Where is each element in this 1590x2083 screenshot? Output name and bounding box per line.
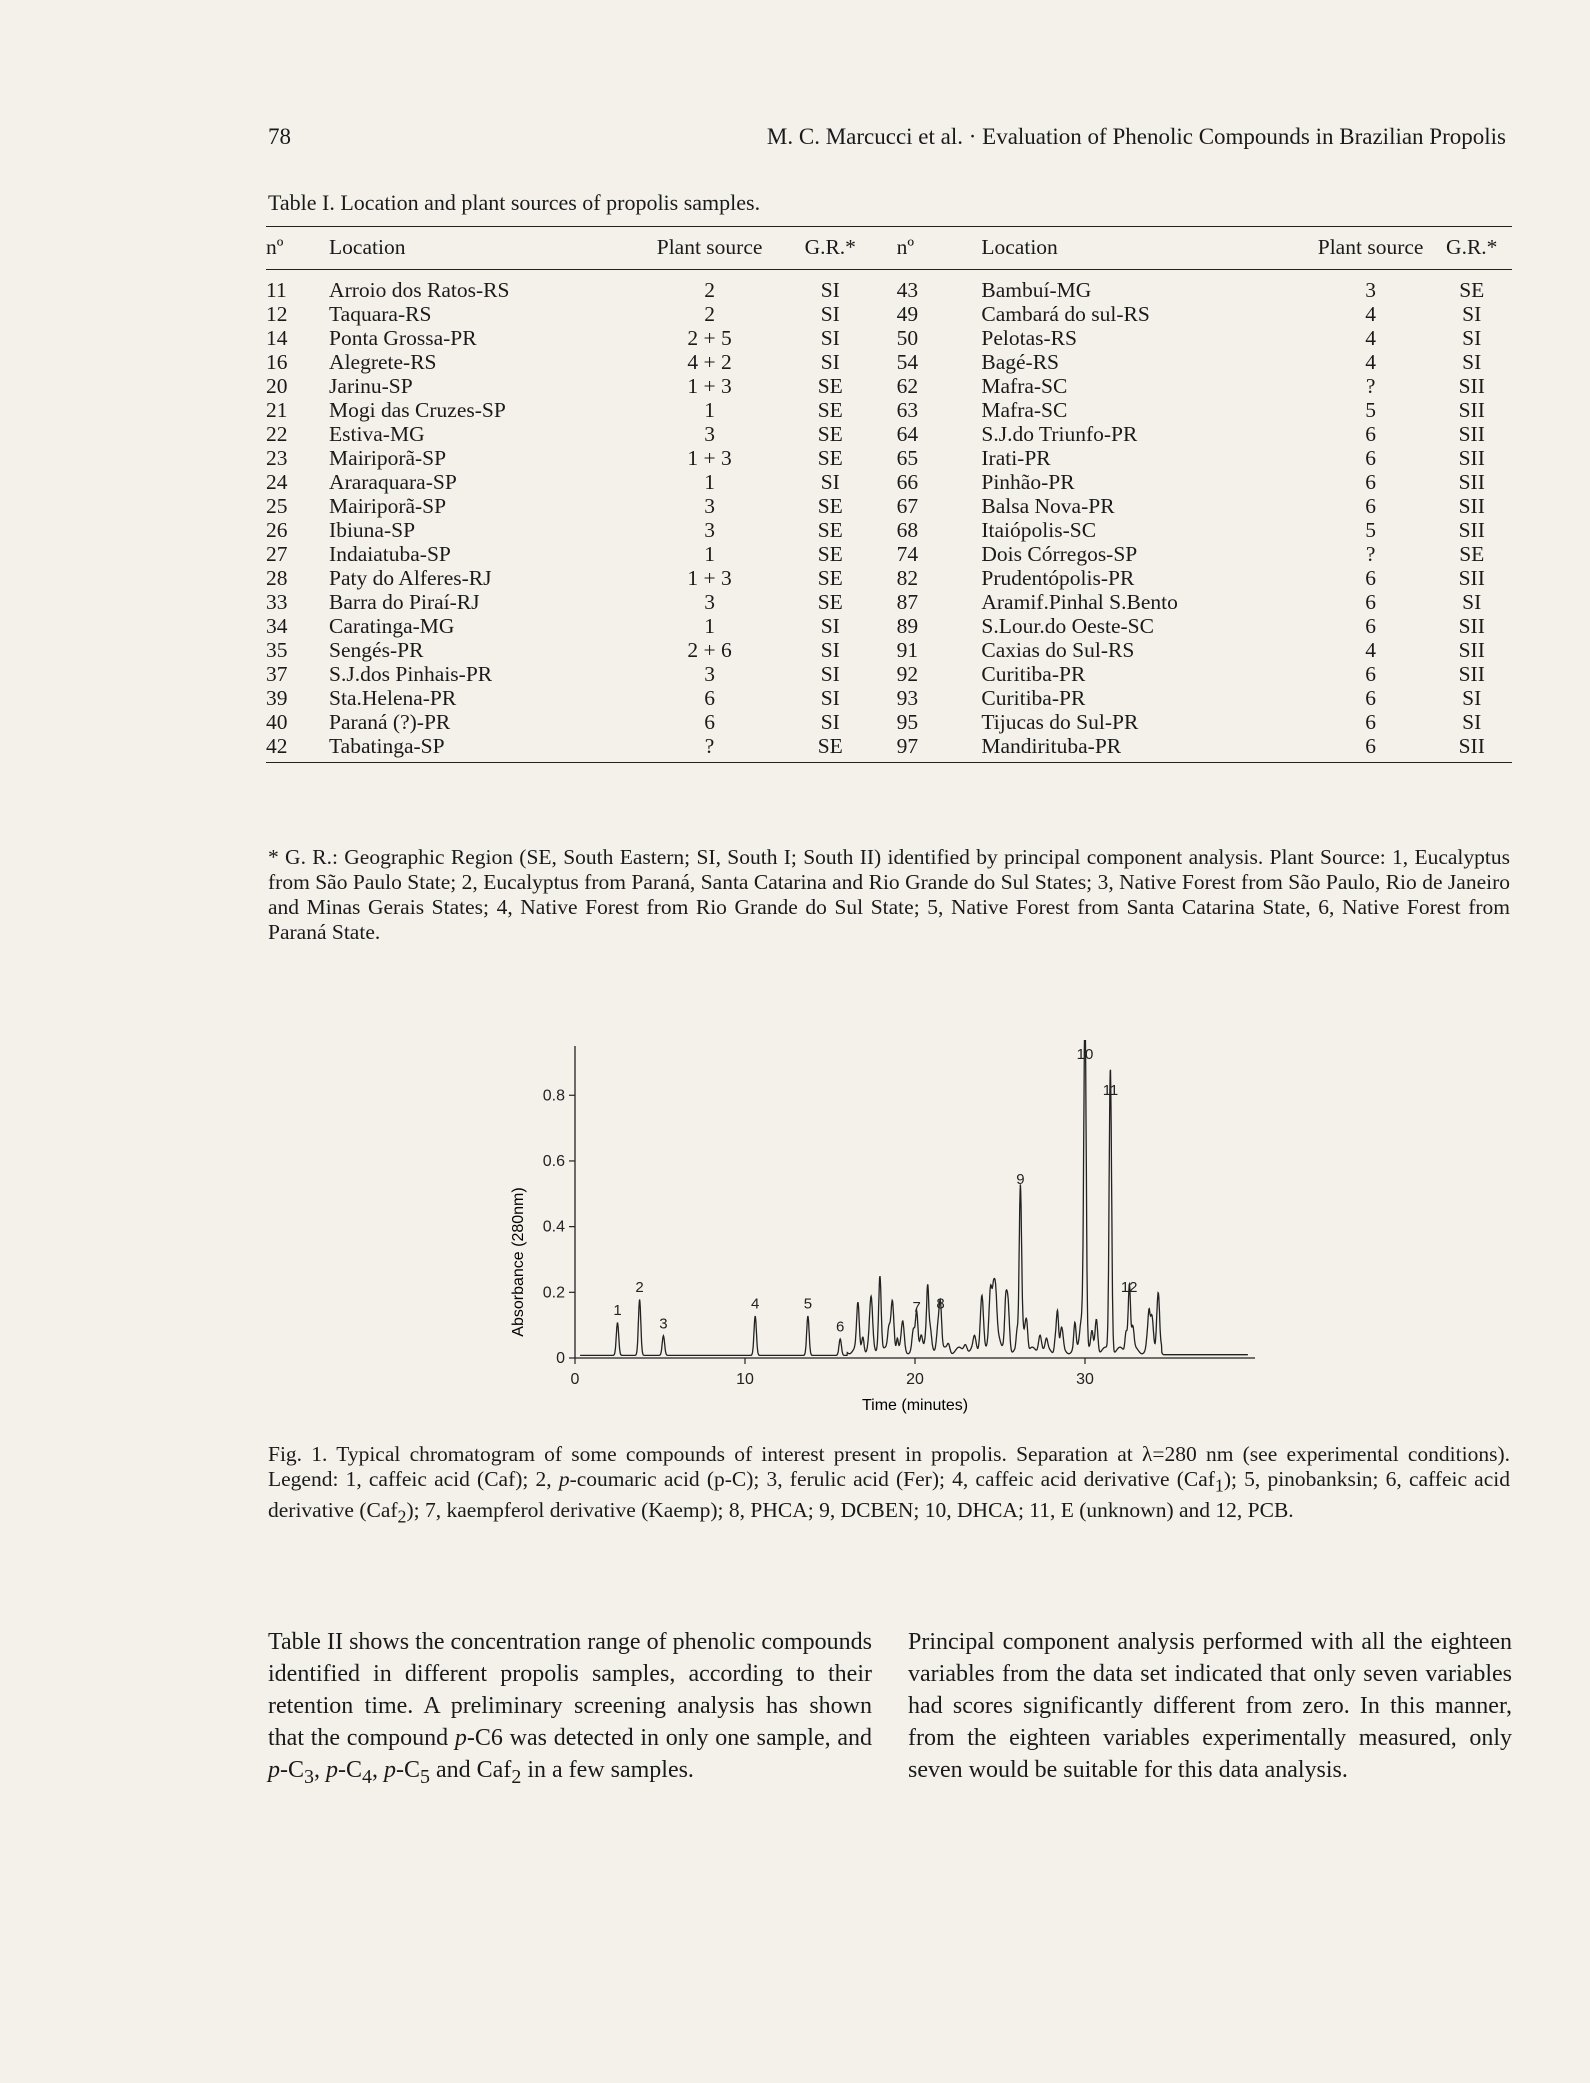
table-cell-location: Indaiatuba-SP: [329, 542, 451, 566]
table-cell-no: 35: [266, 638, 288, 662]
table-cell-location: Prudentópolis-PR: [981, 566, 1135, 590]
table-cell-plant: 6: [704, 686, 715, 710]
table-cell-location: Dois Córregos-SP: [981, 542, 1138, 566]
x-tick-label: 30: [1076, 1371, 1094, 1388]
peak-label: 1: [613, 1302, 622, 1320]
table-cell-gr: SI: [820, 638, 840, 662]
table-cell-gr: SII: [1458, 638, 1485, 662]
table-cell-no: 54: [896, 350, 919, 374]
table-cell-location: Alegrete-RS: [329, 350, 437, 374]
table-cell-gr: SE: [817, 494, 843, 518]
table-cell-location: Paraná (?)-PR: [329, 710, 451, 734]
figure-caption: Fig. 1. Typical chromatogram of some compounds of interest present in propolis. Separation at λ=280 nm (see experimental conditions). Legend: 1, caffeic acid (Caf); 2, p-coumaric acid (p-C); 3, ferulic acid (Fer); 4, caffeic acid derivative (Caf$_1$); 5, pinobanksin; 6, caffeic acid derivative (Caf$_2$); 7, kaempferol derivative (Kaemp); 8, PHCA; 9, DCBEN; 10, DHCA; 11, E (unknown) and 12, PCB.: [268, 1442, 1510, 1527]
table-cell-gr: SE: [817, 542, 843, 566]
table-cell-gr: SE: [817, 566, 843, 590]
table-cell-plant: 6: [1310, 734, 1432, 763]
table-cell-gr: SII: [1431, 734, 1512, 763]
table-cell-no: 87: [896, 590, 919, 614]
table-cell-gr: SI: [1462, 710, 1482, 734]
table-cell-location: Bambuí-MG: [981, 278, 1092, 302]
body-text-right: Principal component analysis performed with all the eighteen variables from the data set indicated that only seven variables had scores significantly different from zero. In this manner, from the eighteen variables experimentally measured, only seven would be suitable for this data analysis.: [908, 1629, 1512, 1783]
table-cell-no: 22: [266, 422, 288, 446]
table-cell-plant: 6: [1365, 422, 1376, 446]
table-cell-plant: 6: [704, 710, 715, 734]
table-row: [266, 566, 1512, 590]
table-row: [266, 710, 1512, 734]
col-header-no: nº: [897, 227, 982, 270]
table-cell-plant: 4: [1365, 638, 1376, 662]
table-cell-plant: 6: [1365, 566, 1376, 590]
col-header-no: nº: [266, 227, 329, 270]
table-cell-plant: 6: [1365, 662, 1376, 686]
table-cell-plant: 6: [1365, 590, 1376, 614]
table-cell-no: 64: [896, 422, 919, 446]
table-cell-gr: SE: [817, 374, 843, 398]
y-tick-label: 0.4: [542, 1218, 565, 1236]
table-cell-no: 11: [266, 278, 287, 302]
table-cell-plant: 3: [704, 518, 715, 542]
page-header: [268, 124, 1506, 158]
x-axis-label: Time (minutes): [861, 1397, 969, 1414]
table-cell-gr: SII: [1458, 422, 1485, 446]
table-cell-gr: SE: [764, 734, 897, 763]
table-cell-no: 27: [266, 542, 288, 566]
table-cell-no: 14: [266, 326, 288, 350]
table-cell-plant: ?: [655, 734, 764, 763]
table-cell-plant: 5: [1365, 518, 1376, 542]
table-cell-location: Mafra-SC: [981, 374, 1068, 398]
table-cell-plant: 6: [1365, 710, 1376, 734]
table-cell-no: 26: [266, 518, 288, 542]
table-body: [266, 270, 1512, 763]
table-cell-location: Ibiuna-SP: [329, 518, 416, 542]
table-cell-no: 20: [266, 374, 288, 398]
body-text-left: Table II shows the concentration range of phenolic compounds identified in different propolis samples, according to their retention time. A preliminary screening analysis has shown that the compound p-C6 was detected in only one sample, and $p-C_3$, $p-C_4$, $p-C_5$ and Caf$_2$ in a few samples.: [268, 1629, 872, 1788]
chromatogram-figure: [490, 1040, 1270, 1420]
table-cell-location: Mandirituba-PR: [981, 734, 1309, 763]
table-cell-no: 28: [266, 566, 288, 590]
table-cell-gr: SE: [1459, 542, 1485, 566]
table-cell-plant: 1 + 3: [687, 374, 732, 398]
table-cell-no: 65: [896, 446, 919, 470]
table-row: [266, 446, 1512, 470]
table-cell-plant: ?: [1365, 374, 1376, 398]
peak-label: 10: [1076, 1045, 1094, 1063]
table-cell-gr: SI: [1462, 326, 1482, 350]
table-cell-no: 74: [896, 542, 919, 566]
table-cell-location: Arroio dos Ratos-RS: [329, 278, 510, 302]
table-row: [266, 350, 1512, 374]
peak-label: 9: [1016, 1170, 1025, 1188]
y-tick-label: 0: [556, 1350, 565, 1367]
table-row: [266, 662, 1512, 686]
table-cell-gr: SII: [1458, 614, 1485, 638]
table-cell-gr: SII: [1458, 470, 1485, 494]
table-cell-location: Araraquara-SP: [329, 470, 457, 494]
table-cell-gr: SII: [1458, 494, 1485, 518]
table-row: [266, 734, 1512, 763]
table-cell-gr: SII: [1458, 566, 1485, 590]
peak-label: 8: [936, 1295, 945, 1313]
table-row: [266, 590, 1512, 614]
table-row: [266, 494, 1512, 518]
table-cell-location: Curitiba-PR: [981, 662, 1086, 686]
table-cell-gr: SI: [1462, 302, 1482, 326]
table-cell-location: Bagé-RS: [981, 350, 1060, 374]
table-cell-location: S.Lour.do Oeste-SC: [981, 614, 1154, 638]
table-cell-location: Irati-PR: [981, 446, 1051, 470]
table-cell-no: 97: [897, 734, 982, 763]
table-cell-no: 92: [896, 662, 919, 686]
table-cell-plant: 2 + 5: [687, 326, 732, 350]
y-tick-label: 0.2: [542, 1284, 565, 1302]
table-cell-plant: 2: [704, 278, 715, 302]
table-cell-location: Curitiba-PR: [981, 686, 1086, 710]
table-cell-location: Pinhão-PR: [981, 470, 1075, 494]
table-row: [266, 638, 1512, 662]
table-cell-location: Pelotas-RS: [981, 326, 1077, 350]
table-cell-location: Caratinga-MG: [329, 614, 455, 638]
table-cell-no: 37: [266, 662, 288, 686]
table-cell-location: S.J.dos Pinhais-PR: [329, 662, 493, 686]
table-header-row: [266, 227, 1512, 270]
table-cell-no: 95: [896, 710, 919, 734]
chromatogram-chart: [490, 1040, 1270, 1420]
table-cell-location: Cambará do sul-RS: [981, 302, 1150, 326]
table-cell-plant: 2 + 6: [687, 638, 732, 662]
table-cell-plant: ?: [1365, 542, 1376, 566]
table-cell-no: 23: [266, 446, 288, 470]
table-cell-no: 49: [896, 302, 919, 326]
table-cell-no: 43: [896, 278, 919, 302]
table-cell-gr: SI: [820, 278, 840, 302]
table-cell-location: Aramif.Pinhal S.Bento: [981, 590, 1178, 614]
table-cell-location: Sengés-PR: [329, 638, 424, 662]
peak-label: 2: [635, 1279, 644, 1297]
table-cell-location: Paty do Alferes-RJ: [329, 566, 492, 590]
table-cell-no: 62: [896, 374, 919, 398]
table-cell-no: 66: [896, 470, 919, 494]
table-cell-no: 34: [266, 614, 288, 638]
table-cell-plant: 3: [704, 422, 715, 446]
table-cell-location: Mairiporã-SP: [329, 494, 447, 518]
peak-label: 12: [1120, 1279, 1138, 1297]
peak-label: 3: [659, 1315, 668, 1333]
table-row: [266, 542, 1512, 566]
table-cell-plant: 4 + 2: [687, 350, 732, 374]
table-cell-location: Ponta Grossa-PR: [329, 326, 477, 350]
table-cell-gr: SE: [817, 422, 843, 446]
table-cell-plant: 6: [1365, 686, 1376, 710]
col-header-plant-source: Plant source: [655, 227, 764, 270]
table-cell-no: 67: [896, 494, 919, 518]
table-cell-gr: SII: [1458, 374, 1485, 398]
running-title: M. C. Marcucci et al. · Evaluation of Phenolic Compounds in Brazilian Propolis: [766, 124, 1506, 149]
table-cell-gr: SI: [820, 470, 840, 494]
x-tick-label: 0: [570, 1371, 580, 1388]
table-cell-location: Mogi das Cruzes-SP: [329, 398, 506, 422]
table-cell-plant: 4: [1365, 350, 1376, 374]
table-row: [266, 470, 1512, 494]
table-cell-plant: 1: [704, 614, 715, 638]
table-cell-plant: 4: [1365, 326, 1376, 350]
locations-table: [266, 226, 1512, 763]
peak-label: 5: [803, 1295, 813, 1313]
table-cell-plant: 3: [704, 662, 715, 686]
peak-label: 6: [836, 1318, 845, 1336]
table-row: [266, 614, 1512, 638]
table-cell-location: Jarinu-SP: [329, 374, 413, 398]
table-cell-plant: 1 + 3: [687, 566, 732, 590]
col-header-gr: G.R.*: [1431, 227, 1512, 270]
table-cell-location: Barra do Piraí-RJ: [329, 590, 480, 614]
table-cell-gr: SI: [820, 302, 840, 326]
col-header-location: Location: [329, 227, 655, 270]
table-cell-no: 91: [896, 638, 919, 662]
table-cell-plant: 6: [1365, 446, 1376, 470]
table-cell-location: S.J.do Triunfo-PR: [981, 422, 1138, 446]
table-cell-plant: 6: [1365, 494, 1376, 518]
table-cell-gr: SI: [1462, 350, 1482, 374]
table-cell-no: 39: [266, 686, 288, 710]
table-footnote: * G. R.: Geographic Region (SE, South Eastern; SI, South I; South II) identified by principal component analysis. Plant Source: 1, Eucalyptus from São Paulo State; 2, Eucalyptus from Paraná, Santa Catarina and Rio Grande do Sul States; 3, Native Forest from São Paulo, Rio de Janeiro and Minas Gerais States; 4, Native Forest from Rio Grande do Sul State; 5, Native Forest from Santa Catarina State, 6, Native Forest from Paraná State.: [268, 845, 1510, 944]
table-cell-no: 16: [266, 350, 288, 374]
table-cell-gr: SI: [820, 710, 840, 734]
table-cell-location: Estiva-MG: [329, 422, 425, 446]
table-cell-gr: SII: [1458, 446, 1485, 470]
table-cell-no: 63: [896, 398, 919, 422]
table-cell-gr: SI: [820, 326, 840, 350]
table-cell-gr: SI: [1462, 686, 1482, 710]
table-cell-gr: SE: [817, 590, 843, 614]
table-row: [266, 302, 1512, 326]
col-header-location: Location: [981, 227, 1309, 270]
x-tick-label: 10: [736, 1371, 754, 1388]
table-row: [266, 374, 1512, 398]
table-cell-plant: 6: [1365, 614, 1376, 638]
table-row: [266, 686, 1512, 710]
table-cell-no: 21: [266, 398, 288, 422]
table-caption: Table I. Location and plant sources of propolis samples.: [268, 190, 761, 215]
table-cell-no: 93: [896, 686, 919, 710]
table-cell-no: 82: [896, 566, 919, 590]
table-cell-gr: SE: [1459, 278, 1485, 302]
peak-label: 4: [751, 1295, 760, 1313]
y-axis-label: Absorbance (280nm): [510, 1187, 527, 1337]
table-cell-location: Tijucas do Sul-PR: [981, 710, 1139, 734]
col-header-gr: G.R.*: [764, 227, 897, 270]
table-cell-plant: 6: [1365, 470, 1376, 494]
peak-label: 7: [912, 1298, 921, 1316]
table-cell-no: 33: [266, 590, 288, 614]
table-cell-no: 68: [896, 518, 919, 542]
col-header-plant-source: Plant source: [1310, 227, 1432, 270]
table-cell-plant: 1: [704, 542, 715, 566]
table-cell-no: 50: [896, 326, 919, 350]
table-cell-gr: SE: [817, 518, 843, 542]
table-cell-gr: SII: [1458, 662, 1485, 686]
table-cell-gr: SII: [1458, 398, 1485, 422]
table-cell-location: Mafra-SC: [981, 398, 1068, 422]
table-cell-plant: 3: [1365, 278, 1376, 302]
table-cell-plant: 1 + 3: [687, 446, 732, 470]
table-cell-plant: 5: [1365, 398, 1376, 422]
table-cell-plant: 4: [1365, 302, 1376, 326]
table-cell-plant: 1: [704, 470, 715, 494]
table-cell-no: 24: [266, 470, 288, 494]
table-cell-location: Balsa Nova-PR: [981, 494, 1115, 518]
table-cell-no: 89: [896, 614, 919, 638]
table-cell-gr: SE: [817, 446, 843, 470]
table-cell-plant: 3: [704, 494, 715, 518]
table-cell-gr: SI: [820, 350, 840, 374]
table-cell-gr: SI: [820, 686, 840, 710]
table-cell-location: Sta.Helena-PR: [329, 686, 457, 710]
x-tick-label: 20: [906, 1371, 924, 1388]
table-cell-plant: 3: [704, 590, 715, 614]
table-cell-location: Mairiporã-SP: [329, 446, 447, 470]
table-cell-gr: SI: [820, 614, 840, 638]
table-cell-no: 12: [266, 302, 288, 326]
table-cell-plant: 2: [704, 302, 715, 326]
y-tick-label: 0.6: [542, 1152, 565, 1170]
table-cell-plant: 1: [704, 398, 715, 422]
table-cell-location: Itaiópolis-SC: [981, 518, 1097, 542]
table-cell-gr: SI: [1462, 590, 1482, 614]
page-number: 78: [268, 124, 291, 149]
table-row: [266, 326, 1512, 350]
table-row: [266, 518, 1512, 542]
y-tick-label: 0.8: [542, 1087, 565, 1105]
table-row: [266, 422, 1512, 446]
table-cell-no: 25: [266, 494, 288, 518]
table-cell-gr: SE: [817, 398, 843, 422]
table-cell-no: 40: [266, 710, 288, 734]
table-cell-location: Caxias do Sul-RS: [981, 638, 1135, 662]
table-cell-location: Tabatinga-SP: [329, 734, 655, 763]
table-cell-no: 42: [266, 734, 329, 763]
peak-label: 11: [1102, 1082, 1119, 1100]
table-cell-location: Taquara-RS: [329, 302, 432, 326]
table-cell-gr: SI: [820, 662, 840, 686]
table-row: [266, 270, 1512, 303]
table-cell-gr: SII: [1458, 518, 1485, 542]
table-row: [266, 398, 1512, 422]
